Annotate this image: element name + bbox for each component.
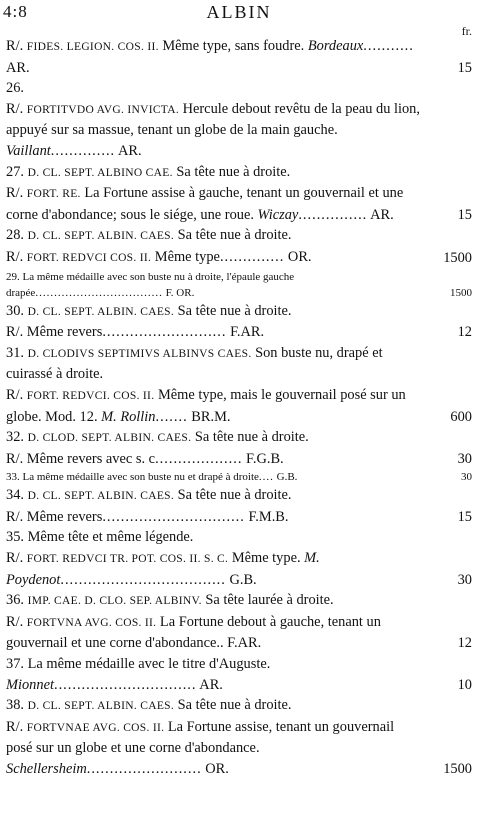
catalogue-entry [6,36,472,78]
metal-code: F.AR. [223,635,262,652]
coin-legend: D. CL. SEPT. ALBIN. CAES. [27,700,175,713]
price-value: 10 [457,676,472,693]
entry-description: La Fortune assise à gauche, tenant un gouvernail et une corne d'abondance; sous le siége, une roue. [6,185,404,223]
entry-marker: R/. [6,248,27,265]
metal-code: OR. [284,248,312,265]
catalogue-entries [6,36,472,780]
entry-marker: 34. [6,487,28,504]
coin-legend: D. CLOD. SEPT. ALBIN. CAES. [27,432,192,445]
leader-dots: ................... [155,450,243,467]
entry-marker: 37. [6,656,28,673]
metal-code: F.AR. [226,324,265,341]
entry-description: Son buste nu, drapé et cuirassé à droite. [6,344,383,383]
catalogue-entry [6,695,472,717]
coin-legend: D. CL. SEPT. ALBINO CAE. [27,166,173,179]
metal-code: AR. [367,206,394,223]
price-value: 12 [457,635,472,652]
catalogue-entry [6,269,472,301]
price-value: 1500 [443,761,472,777]
entry-marker: 27. [6,163,28,180]
catalogue-entry [6,343,472,385]
entry-marker: R/. [6,100,27,117]
entry-marker: 28. [6,227,28,244]
leader-dots: ......................... [86,761,202,777]
leader-dots: ........... [363,38,414,54]
entry-description: Hercule debout revêtu de la peau du lion, appuyé sur sa massue, tenant un globe de la main gauche. [6,100,420,139]
metal-code: F. OR. [162,286,195,299]
coin-legend: FORT. REDVCI TR. POT. COS. II. S. C. [26,553,229,566]
catalogue-entry [6,183,472,225]
entry-description: Même revers [26,508,103,525]
price-value: 30 [457,450,472,467]
entry-marker: 29. [6,270,23,283]
coin-legend: D. CLODIVS SEPTIMIVS ALBINVS CAES. [27,347,252,360]
coin-legend: FORTVNAE AVG. COS. II. [26,721,165,734]
price-value: 30 [461,471,472,484]
entry-description: La même médaille avec son buste nu et drapé à droite [22,471,259,484]
coin-legend: D. CL. SEPT. ALBIN. CAES. [27,305,175,318]
metal-code: AR. [196,676,223,693]
collection-name: M. Rollin [101,408,156,425]
entry-marker: R/. [6,386,27,403]
price-value: 12 [457,324,472,341]
catalogue-entry [6,427,472,449]
entry-description: Sa tête nue à droite. [174,227,292,244]
entry-marker: R/. [6,185,27,202]
entry-marker: 26. [6,80,24,97]
entry-description: La Fortune debout à gauche, tenant un gouvernail et une corne d'abondance.. [6,613,381,652]
coin-legend: FORT. REDVCI. COS. II. [26,389,155,402]
price-value: 15 [457,59,472,76]
metal-code: F.G.B. [242,450,284,467]
entry-marker: R/. [6,718,27,735]
entry-description: Même type, mais le gouvernail posé sur un globe. Mod. 12. [6,386,406,425]
price-value: 1500 [450,286,472,299]
catalogue-entry [6,225,472,247]
coin-legend: FORTVNA AVG. COS. II. [26,616,157,629]
leader-dots: .... [258,471,274,484]
entry-description: Sa tête nue à droite. [174,302,292,319]
metal-code: AR. [115,142,142,159]
catalogue-entry [6,99,472,162]
catalogue-entry [6,78,472,99]
entry-description: La même médaille avec son buste nu à droite, l'épaule gauche drapée [6,270,295,299]
coin-legend: FORT. RE. [26,188,81,201]
price-value: 600 [450,408,472,425]
page-title: ALBIN [206,2,272,22]
leader-dots: ............................... [53,676,197,693]
metal-code: OR. [201,761,229,777]
entry-marker: R/. [6,550,27,567]
entry-description: La même médaille avec le titre d'Auguste. [27,656,271,673]
entry-description: Sa tête nue à droite. [174,697,292,714]
page-number: 4:8 [3,2,28,21]
entry-marker: 38. [6,697,28,714]
entry-description: Même revers [26,324,103,341]
catalogue-entry [6,717,472,780]
entry-marker: 33. [6,471,23,484]
entry-description: Sa tête nue à droite. [191,429,309,446]
leader-dots: .............. [219,248,285,265]
catalogue-entry [6,162,472,184]
catalogue-entry [6,590,472,612]
leader-dots: ............................... [102,508,245,525]
catalogue-entry [6,322,472,343]
entry-marker: R/. [6,38,27,54]
metal-code: AR. [6,59,30,76]
collection-name: M. Poydenot [6,550,320,588]
catalogue-entry [6,449,472,470]
coin-legend: FORT. REDVCI COS. II. [26,251,152,264]
leader-dots: .............. [50,142,116,159]
entry-marker: R/. [6,613,27,630]
catalogue-entry [6,548,472,590]
catalogue-entry [6,654,472,695]
collection-name: Vaillant [6,142,51,159]
leader-dots: ....... [155,408,188,425]
catalogue-entry [6,527,472,548]
entry-marker: 36. [6,592,28,609]
entry-description: Sa tête nue à droite. [172,163,291,180]
metal-code: G.B. [273,471,298,484]
coin-legend: FIDES. LEGION. COS. II. [26,41,159,53]
entry-marker: R/. [6,324,27,341]
metal-code: G.B. [225,571,257,588]
catalogue-entry [6,507,472,528]
leader-dots: .................................. [35,286,163,299]
collection-name: Bordeaux [307,38,364,54]
price-value: 15 [457,206,472,223]
entry-marker: 35. [6,529,28,546]
catalogue-entry [6,485,472,507]
entry-description: Même tête et même légende. [27,529,194,546]
coin-legend: D. CL. SEPT. ALBIN. CAES. [27,230,175,243]
leader-dots: ........................... [102,324,227,341]
entry-description: Sa tête laurée à droite. [201,592,334,609]
leader-dots: .................................... [60,571,226,588]
coin-legend: IMP. CAE. D. CLO. SEP. ALBINV. [27,595,202,608]
catalogue-entry [6,247,472,269]
entry-description: Même type. [228,550,305,567]
metal-code: F.M.B. [244,508,289,525]
price-value: 30 [457,571,472,588]
entry-description: Même type, sans foudre. [158,38,308,54]
collection-name: Mionnet [6,676,54,693]
entry-marker: 31. [6,344,28,361]
collection-name: Schellersheim [6,761,87,777]
entry-description: Même type [151,248,220,265]
coin-legend: D. CL. SEPT. ALBIN. CAES. [27,490,175,503]
page-header [0,2,478,26]
price-value: 1500 [443,249,472,266]
coin-legend: FORTITVDO AVG. INVICTA. [26,103,180,116]
catalogue-entry [6,385,472,427]
entry-marker: R/. [6,450,27,467]
currency-unit: fr. [461,24,472,38]
collection-name: Wiczay [257,206,299,223]
entry-marker: 32. [6,429,28,446]
entry-description: Sa tête nue à droite. [174,487,292,504]
catalogue-entry [6,612,472,654]
leader-dots: ............... [298,206,368,223]
catalogue-entry [6,469,472,485]
price-value: 15 [457,508,472,525]
entry-marker: R/. [6,508,27,525]
metal-code: BR.M. [187,408,231,425]
entry-marker: 30. [6,302,28,319]
catalogue-entry [6,301,472,323]
entry-description: La Fortune assise, tenant un gouvernail posé sur un globe et une corne d'abondance. [6,718,395,757]
entry-description: Même revers avec s. c [26,450,156,467]
